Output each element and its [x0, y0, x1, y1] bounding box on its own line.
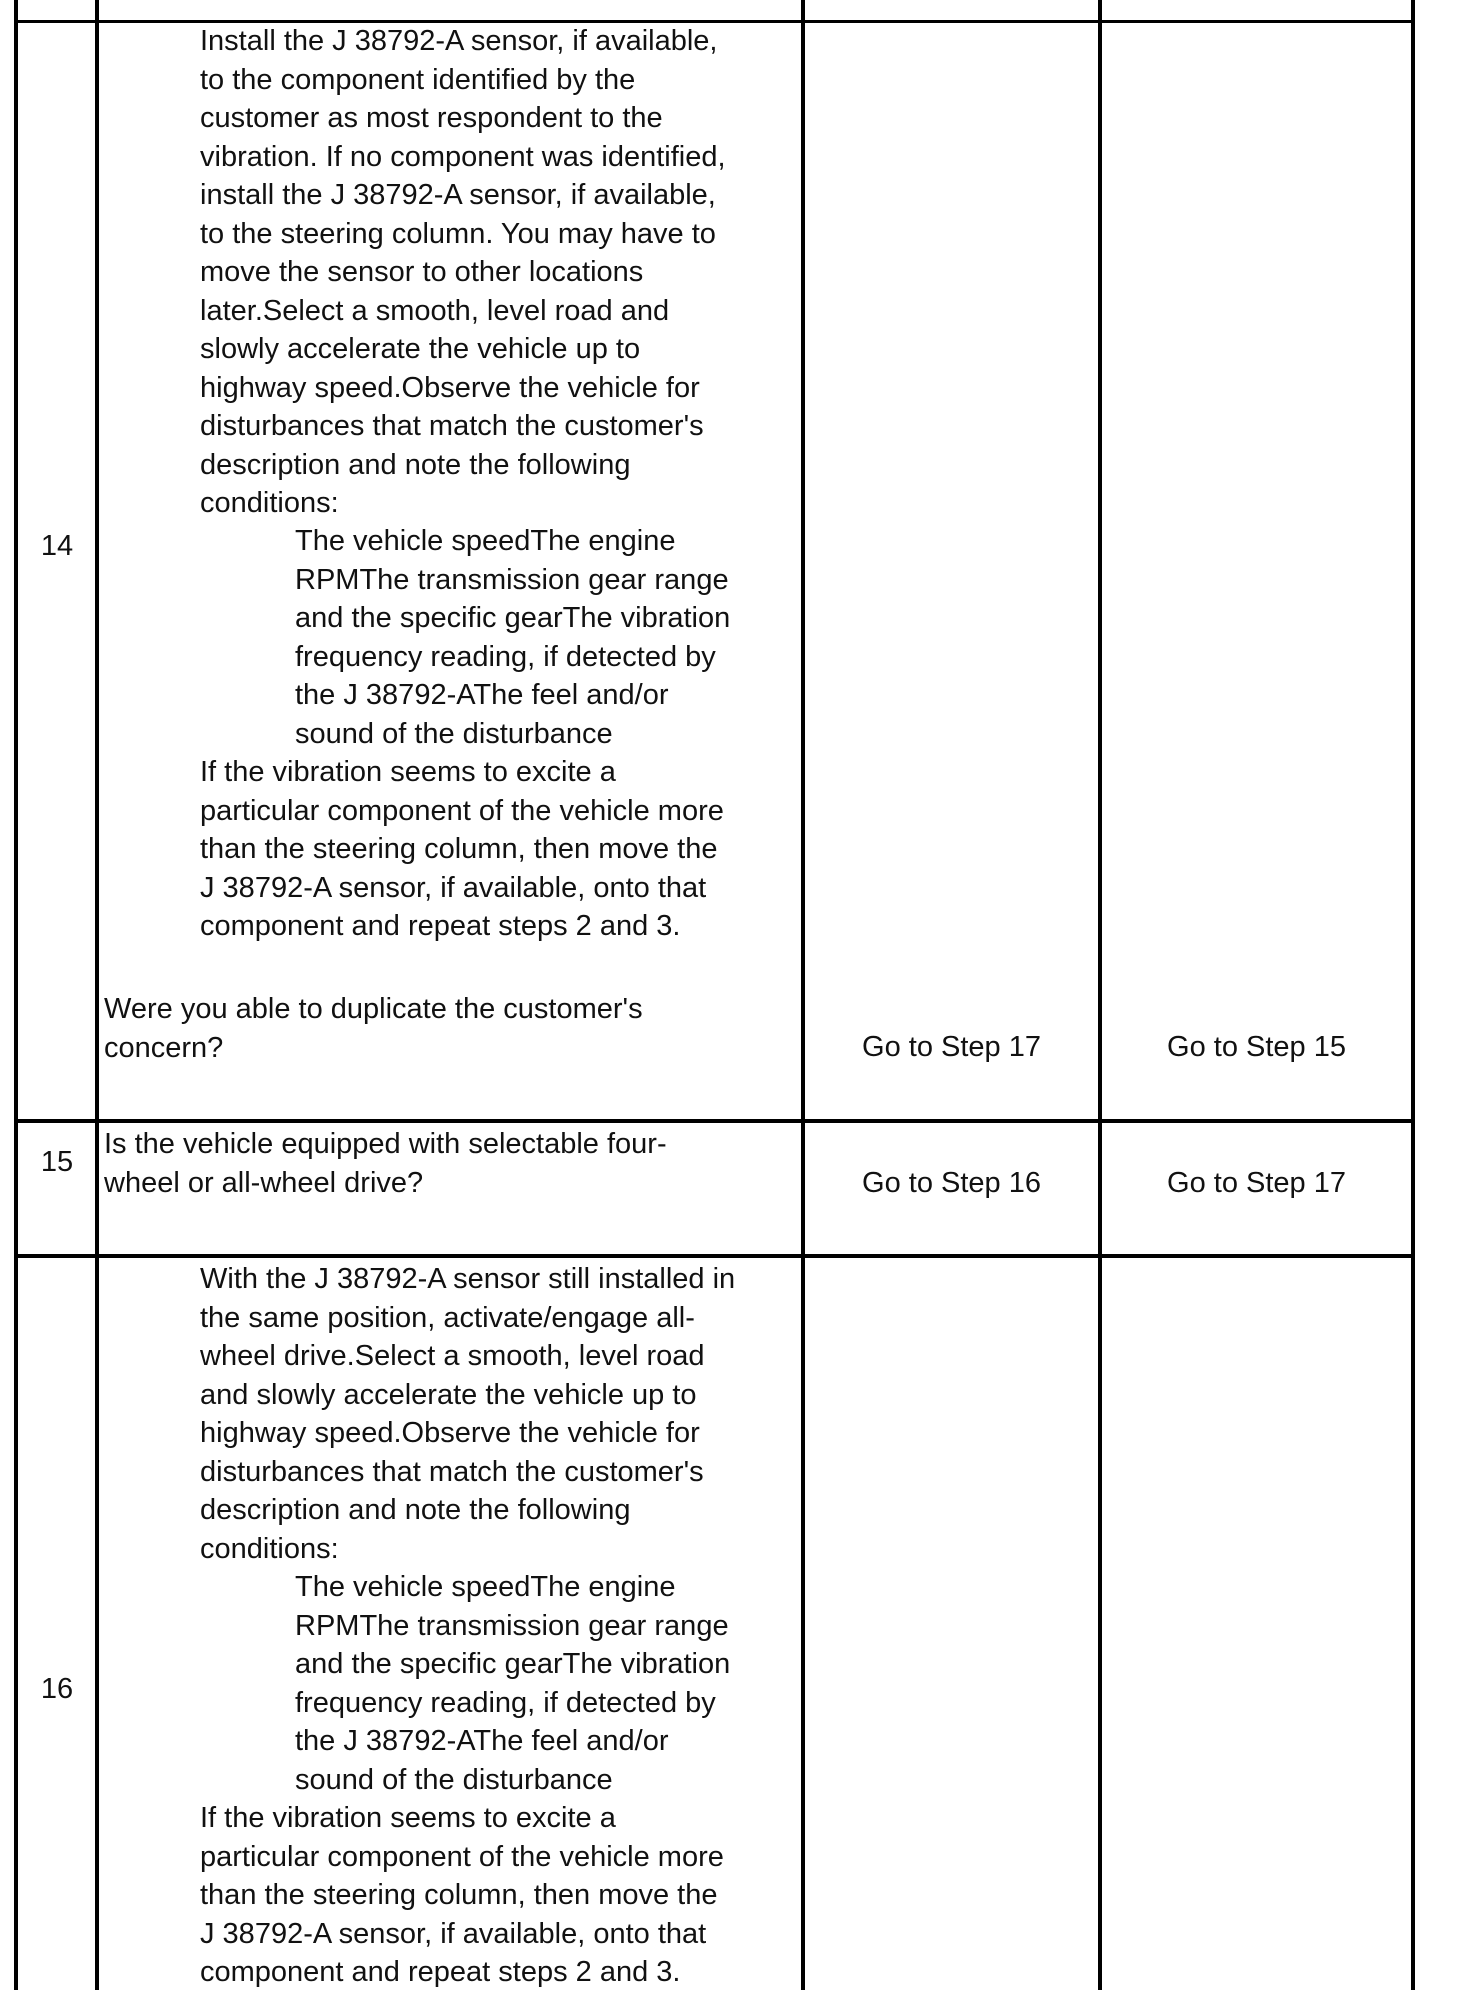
column-divider-yes — [1098, 0, 1102, 1990]
table-border-right — [1411, 0, 1415, 1990]
conditions-list: The vehicle speedThe engine RPMThe transmission gear range and the specific gearThe vibration frequency reading, if detected by the J 38792-AThe feel and/or sound of the disturbance — [295, 525, 731, 750]
step-number: 15 — [40, 1146, 74, 1178]
yes-action: Go to Step 16 — [862, 1167, 1041, 1199]
conditions-list: The vehicle speedThe engine RPMThe transmission gear range and the specific gearThe vibration frequency reading, if detected by the J 38792-AThe feel and/or sound of the disturbance — [295, 1571, 731, 1796]
step-question: Is the vehicle equipped with selectable four- wheel or all-wheel drive? — [104, 1128, 667, 1199]
column-divider-action — [801, 0, 805, 1990]
followup-instructions: If the vibration seems to excite a particular component of the vehicle more than the steering column, then move the J 38792-A sensor, if available, onto that component and repeat steps 2 and 3. — [200, 1802, 724, 1988]
yes-action: Go to Step 17 — [862, 1031, 1041, 1063]
step-instructions: With the J 38792-A sensor still installed in the same position, activate/engage all- wheel drive.Select a smooth, level road and slowly accelerate the vehicle up to highway speed.Observe the vehicle for disturbances that match the customer's description and note the following conditions: — [200, 1263, 736, 1565]
step-instructions: Install the J 38792-A sensor, if available, to the component identified by the customer as most respondent to the vibration. If no component was identified, install the J 38792-A sensor, if available, to the steering column. You may have to move the sensor to other locations later.Select a smooth, level road and slowly accelerate the vehicle up to highway speed.Observe the vehicle for disturbances that match the customer's description and note the following conditions: — [200, 25, 726, 519]
no-action: Go to Step 17 — [1167, 1167, 1346, 1199]
followup-instructions: If the vibration seems to excite a particular component of the vehicle more than the steering column, then move the J 38792-A sensor, if available, onto that component and repeat steps 2 and 3. — [200, 756, 724, 942]
no-action: Go to Step 15 — [1167, 1031, 1346, 1063]
step-number: 14 — [40, 530, 74, 562]
row-divider-14-15 — [14, 1119, 1415, 1123]
row-divider-15-16 — [14, 1254, 1415, 1258]
step-question: Were you able to duplicate the customer's concern? — [104, 993, 643, 1064]
step-number: 16 — [40, 1673, 74, 1705]
